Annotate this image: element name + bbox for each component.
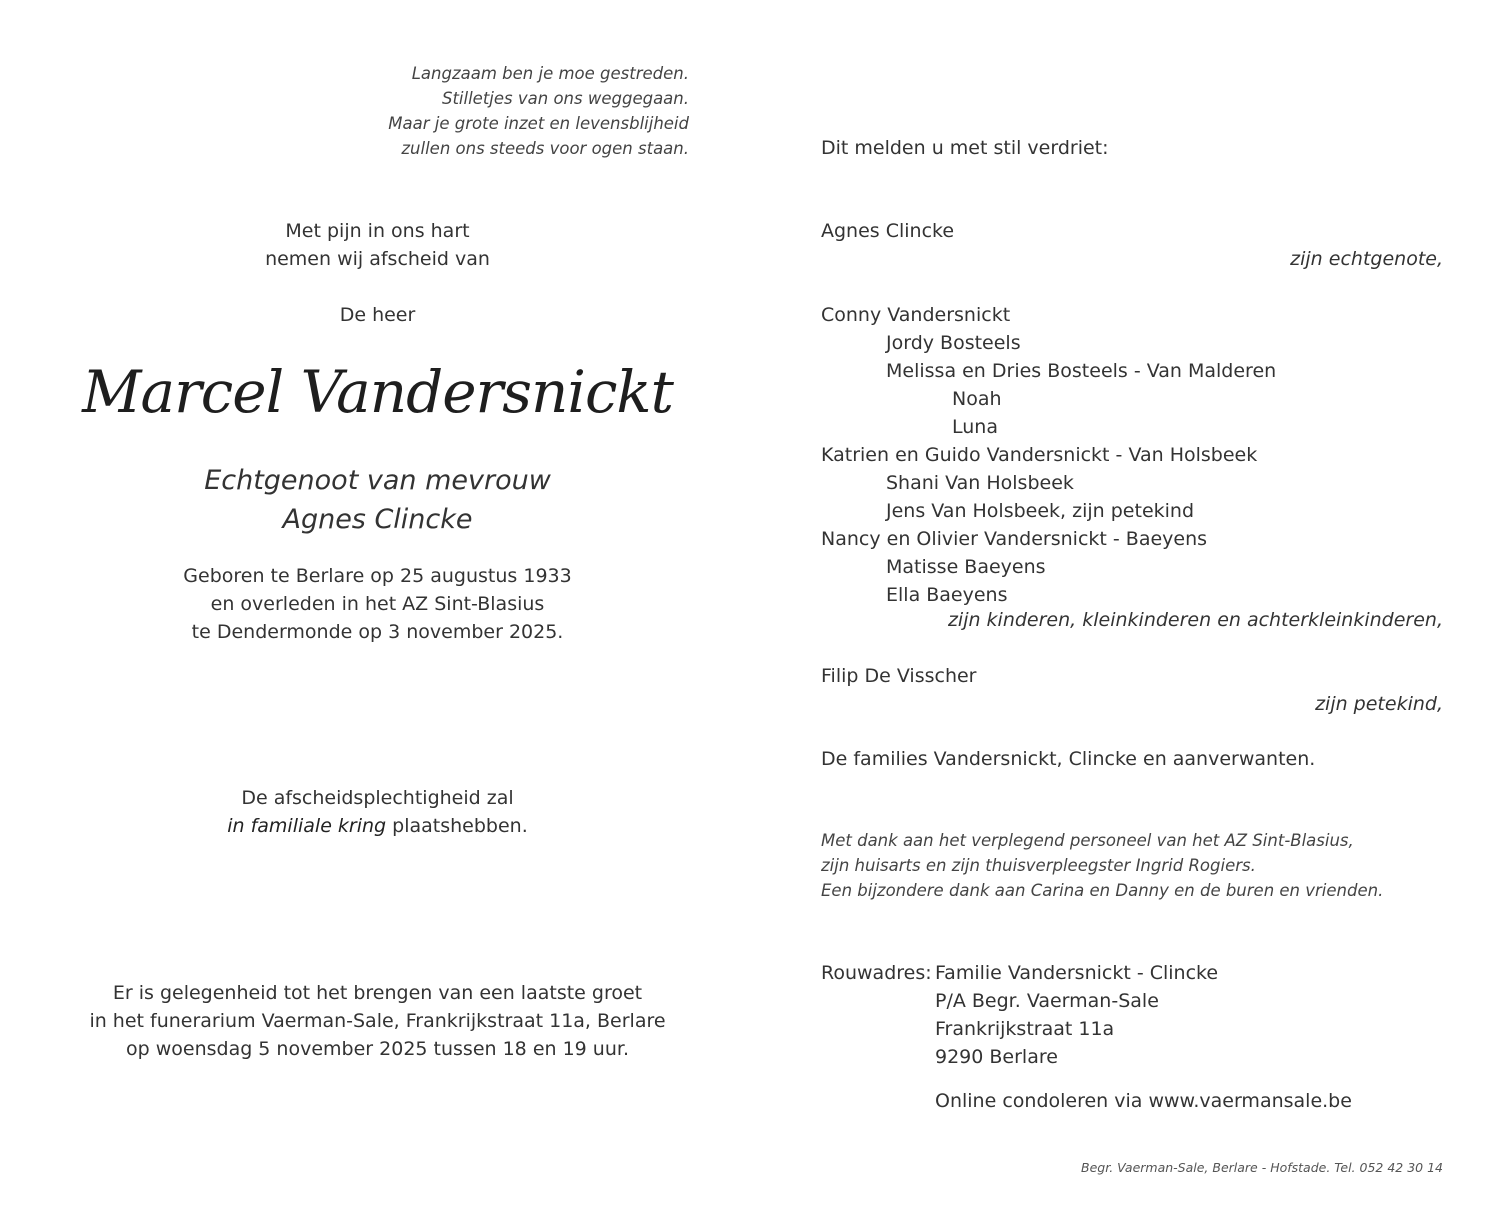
address-line: P/A Begr. Vaerman-Sale — [935, 990, 1159, 1012]
wife-role: zijn echtgenote, — [1290, 248, 1443, 270]
child: Conny Vandersnickt — [821, 304, 1011, 326]
visitation-line: in het funerarium Vaerman-Sale, Frankrijkstraat 11a, Berlare — [89, 1010, 666, 1032]
dates-line: en overleden in het AZ Sint-Blasius — [210, 593, 545, 615]
great-grandchild: Luna — [952, 416, 998, 438]
godchild-role: zijn petekind, — [1315, 693, 1443, 715]
address-line: 9290 Berlare — [935, 1046, 1058, 1068]
visitation — [0, 979, 755, 1063]
visitation-line: Er is gelegenheid tot het brengen van een laatste groet — [112, 982, 643, 1004]
dates — [0, 562, 755, 646]
spouse-line: Agnes Clincke — [282, 504, 473, 535]
poem — [388, 61, 689, 161]
online-condolence: Online condoleren via www.vaermansale.be — [935, 1090, 1352, 1112]
grandchild: Jordy Bosteels — [886, 332, 1021, 354]
address-label: Rouwadres: — [821, 962, 932, 984]
spouse-line: Echtgenoot van mevrouw — [204, 465, 551, 496]
address-lines — [935, 959, 1218, 1071]
title-prefix: De heer — [339, 304, 416, 326]
intro-line: nemen wij afscheid van — [265, 248, 490, 270]
spouse — [0, 461, 755, 539]
intro — [0, 217, 755, 273]
deceased-name: Marcel Vandersnickt — [82, 358, 673, 426]
grandchild: Shani Van Holsbeek — [886, 472, 1074, 494]
children-role: zijn kinderen, kleinkinderen en achterkleinkinderen, — [947, 609, 1443, 631]
thanks-line: Met dank aan het verplegend personeel van het AZ Sint-Blasius, — [821, 831, 1354, 850]
ceremony-line-2 — [0, 812, 755, 840]
thanks — [821, 828, 1383, 903]
ceremony-emphasis: in familiale kring — [227, 815, 387, 837]
address-line: Frankrijkstraat 11a — [935, 1018, 1115, 1040]
footer: Begr. Vaerman-Sale, Berlare - Hofstade. Tel. 052 42 30 14 — [1081, 1160, 1443, 1175]
poem-line: Langzaam ben je moe gestreden. — [411, 64, 689, 83]
families: De families Vandersnickt, Clincke en aanverwanten. — [821, 748, 1316, 770]
grandchild: Matisse Baeyens — [886, 556, 1046, 578]
dates-line: Geboren te Berlare op 25 augustus 1933 — [183, 565, 572, 587]
address-line: Familie Vandersnickt - Clincke — [935, 962, 1219, 984]
poem-line: zullen ons steeds voor ogen staan. — [401, 139, 689, 158]
intro-line: Met pijn in ons hart — [285, 220, 470, 242]
poem-line: Stilletjes van ons weggegaan. — [441, 89, 689, 108]
children-list — [821, 301, 1276, 609]
ceremony — [0, 784, 755, 840]
announce: Dit melden u met stil verdriet: — [821, 137, 1109, 159]
wife-name: Agnes Clincke — [821, 220, 955, 242]
grandchild: Jens Van Holsbeek, zijn petekind — [886, 500, 1195, 522]
grandchild: Ella Baeyens — [886, 584, 1008, 606]
ceremony-rest: plaatshebben. — [386, 815, 528, 837]
godchild-name: Filip De Visscher — [821, 665, 977, 687]
great-grandchild: Noah — [952, 388, 1002, 410]
thanks-line: zijn huisarts en zijn thuisverpleegster Ingrid Rogiers. — [821, 856, 1256, 875]
ceremony-line: De afscheidsplechtigheid zal — [241, 787, 514, 809]
thanks-line: Een bijzondere dank aan Carina en Danny en de buren en vrienden. — [821, 881, 1384, 900]
grandchild: Melissa en Dries Bosteels - Van Malderen — [886, 360, 1277, 382]
dates-line: te Dendermonde op 3 november 2025. — [191, 621, 564, 643]
child: Katrien en Guido Vandersnickt - Van Holsbeek — [821, 444, 1258, 466]
child: Nancy en Olivier Vandersnickt - Baeyens — [821, 528, 1208, 550]
poem-line: Maar je grote inzet en levensblijheid — [388, 114, 689, 133]
visitation-line: op woensdag 5 november 2025 tussen 18 en 19 uur. — [125, 1038, 629, 1060]
